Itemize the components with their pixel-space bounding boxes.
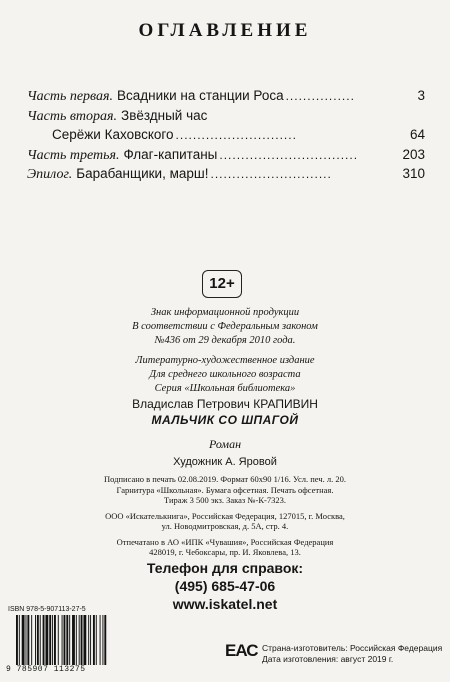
- toc-leader: ................: [285, 89, 355, 103]
- manufacturer-country: Страна-изготовитель: Российская Федерация: [262, 643, 443, 653]
- info-line: Знак информационной продукции: [150, 307, 300, 318]
- info-line: Литературно-художественное издание: [135, 355, 315, 366]
- table-of-contents: [27, 88, 425, 186]
- phone-number: (495) 685-47-06: [174, 578, 276, 594]
- eac-conformity-mark: ЕАС: [225, 641, 258, 660]
- toc-part: Эпилог.: [27, 167, 73, 182]
- publication-info: [0, 306, 450, 396]
- toc-entry: [27, 147, 425, 167]
- print-line: Гарнитура «Школьная». Бумага офсетная. Печать офсетная.: [116, 484, 334, 495]
- info-line: В соответствии с Федеральным законом: [132, 321, 318, 332]
- toc-page: 64: [409, 127, 425, 142]
- barcode-digits: 9 785907 113275: [6, 665, 86, 674]
- print-details: [0, 474, 450, 558]
- toc-leader: ............................: [210, 167, 332, 181]
- toc-leader: ............................: [175, 128, 297, 142]
- book-title: МАЛЬЧИК СО ШПАГОЙ: [151, 413, 299, 427]
- illustrator-credit: Художник А. Яровой: [173, 456, 277, 468]
- author-name: Владислав Петрович КРАПИВИН: [132, 397, 318, 411]
- print-line: Тираж 3 500 экз. Заказ №-К-7323.: [164, 495, 286, 505]
- isbn-number: ISBN 978-5-907113-27-5: [8, 606, 86, 613]
- print-line: ООО «Искателькнига», Российская Федерация, 127015, г. Москва,: [105, 510, 345, 521]
- barcode-icon: [14, 615, 144, 665]
- print-line: ул. Новодмитровская, д. 5А, стр. 4.: [161, 521, 289, 531]
- website-link[interactable]: www.iskatel.net: [172, 596, 278, 612]
- toc-part: Часть третья.: [27, 147, 120, 163]
- book-genre: Роман: [208, 437, 242, 451]
- toc-leader: ................................: [219, 147, 359, 162]
- toc-entry-title: Серёжи Каховского: [52, 127, 174, 142]
- phone-label: Телефон для справок:: [146, 560, 304, 576]
- toc-part: Часть первая.: [27, 89, 114, 104]
- info-line: Серия «Школьная библиотека»: [154, 383, 296, 394]
- toc-entry: [27, 88, 425, 108]
- toc-page: 203: [402, 146, 425, 162]
- toc-page: 3: [417, 88, 425, 103]
- info-line: №436 от 29 декабря 2010 года.: [154, 335, 296, 346]
- toc-entry: [27, 127, 425, 147]
- toc-entry-title: Всадники на станции Роса: [117, 88, 284, 103]
- contact-block: [0, 559, 450, 613]
- print-line: 428019, г. Чебоксары, пр. И. Яковлева, 13.: [149, 547, 301, 557]
- toc-entry-title: Барабанщики, марш!: [76, 166, 209, 181]
- toc-entry: [27, 108, 425, 128]
- toc-title: ОГЛАВЛЕНИЕ: [138, 20, 312, 41]
- age-rating-badge: 12+: [202, 270, 242, 298]
- toc-entry: [27, 166, 425, 186]
- print-line: Отпечатано в АО «ИПК «Чувашия», Российская Федерация: [116, 536, 334, 547]
- toc-entry-title: Флаг-капитаны: [123, 146, 218, 162]
- toc-entry-title: Звёздный час: [121, 107, 208, 123]
- manufacturer-info: [262, 643, 442, 665]
- manufacture-date: Дата изготовления: август 2019 г.: [262, 654, 394, 664]
- toc-page: 310: [402, 166, 425, 181]
- print-line: Подписано в печать 02.08.2019. Формат 60х90 1/16. Усл. печ. л. 20.: [104, 474, 346, 484]
- toc-part: Часть вторая.: [27, 108, 118, 124]
- info-line: Для среднего школьного возраста: [149, 369, 301, 380]
